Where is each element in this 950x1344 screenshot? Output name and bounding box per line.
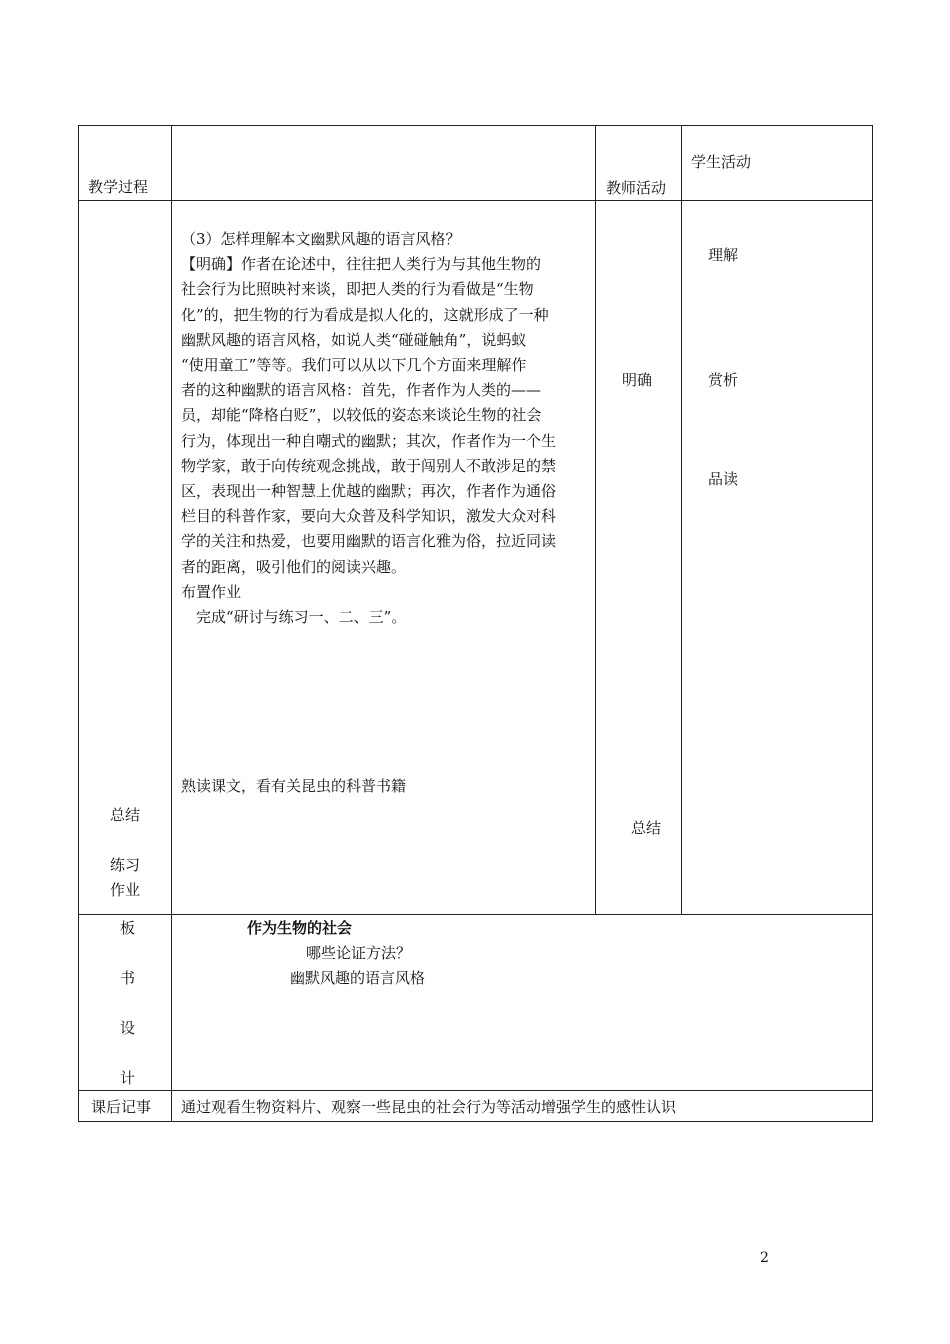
content-line: 幽默风趣的语言风格，如说人类“碰碰触角”，说蚂蚁 <box>181 331 527 349</box>
content-line: 行为，体现出一种自嘲式的幽默；其次，作者作为一个生 <box>181 432 557 450</box>
table-divider-col2 <box>595 125 596 914</box>
content-line: 物学家，敢于向传统观念挑战，敢于闯别人不敢涉足的禁 <box>181 457 557 475</box>
table-border-board-bottom <box>78 1090 873 1091</box>
table-border-bottom <box>78 1121 873 1122</box>
content-line: 学的关注和热爱，也要用幽默的语言化雅为俗，拉近同读 <box>181 532 557 550</box>
table-border-left <box>78 125 79 1122</box>
content-line: “使用童工”等等。我们可以从以下几个方面来理解作 <box>181 356 527 374</box>
student-read: 品读 <box>708 470 739 488</box>
exercise-label-line2: 作业 <box>110 881 141 899</box>
header-student-activity: 学生活动 <box>691 153 752 171</box>
board-label-char-3: 设 <box>120 1019 136 1037</box>
summary-label: 总结 <box>110 806 141 824</box>
content-line: 社会行为比照映衬来谈，即把人类的行为看做是“生物 <box>181 280 534 298</box>
notes-label: 课后记事 <box>91 1098 152 1116</box>
content-line: 完成“研讨与练习一、二、三”。 <box>181 608 407 626</box>
content-line: 【明确】作者在论述中，往往把人类行为与其他生物的 <box>181 255 542 273</box>
page-number: 2 <box>760 1250 769 1266</box>
board-line-2: 幽默风趣的语言风格 <box>290 969 426 987</box>
table-divider-col1 <box>171 125 172 1122</box>
content-line: 区，表现出一种智慧上优越的幽默；再次，作者作为通俗 <box>181 482 557 500</box>
content-line: 者的这种幽默的语言风格：首先，作者作为人类的—— <box>181 381 542 399</box>
table-border-header-bottom <box>78 200 873 201</box>
table-border-right <box>872 125 873 1122</box>
board-label-char-1: 板 <box>120 919 136 937</box>
content-line: 化”的，把生物的行为看成是拟人化的，这就形成了一种 <box>181 306 549 324</box>
table-border-top <box>78 125 873 126</box>
exercise-label-line1: 练习 <box>110 856 141 874</box>
notes-text: 通过观看生物资料片、观察一些昆虫的社会行为等活动增强学生的感性认识 <box>181 1098 677 1116</box>
board-line-1: 哪些论证方法？ <box>306 944 412 962</box>
content-line: 员，却能“降格白贬”，以较低的姿态来谈论生物的社会 <box>181 406 542 424</box>
header-teacher-activity: 教师活动 <box>606 179 667 197</box>
content-line: （3）怎样理解本文幽默风趣的语言风格？ <box>181 230 461 248</box>
board-title: 作为生物的社会 <box>247 919 353 937</box>
teacher-summary: 总结 <box>631 819 662 837</box>
content-line: 者的距离，吸引他们的阅读兴趣。 <box>181 558 407 576</box>
content-line: 布置作业 <box>181 583 242 601</box>
header-teaching-process: 教学过程 <box>88 178 149 196</box>
teacher-clarify: 明确 <box>622 371 653 389</box>
board-label-char-4: 计 <box>120 1069 136 1087</box>
student-understand: 理解 <box>708 246 739 264</box>
table-divider-col3 <box>681 125 682 914</box>
student-appreciate: 赏析 <box>708 371 739 389</box>
table-border-process-bottom <box>78 914 873 915</box>
homework-text: 熟读课文，看有关昆虫的科普书籍 <box>181 777 407 795</box>
board-label-char-2: 书 <box>120 969 136 987</box>
content-line: 栏目的科普作家，要向大众普及科学知识，激发大众对科 <box>181 507 557 525</box>
